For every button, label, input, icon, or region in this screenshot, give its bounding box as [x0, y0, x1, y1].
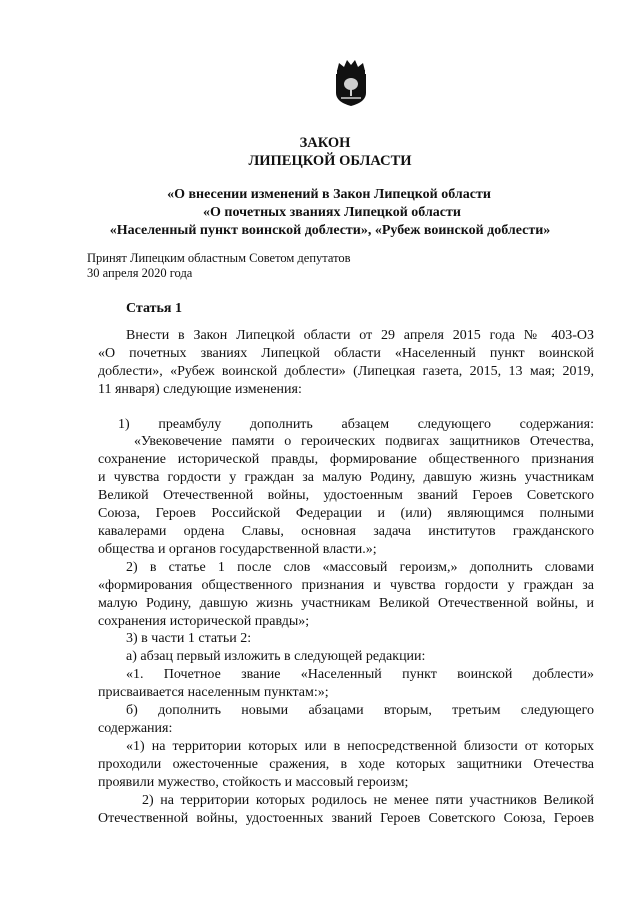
- body-line: сохранение исторической правды, формирование общественного признания: [98, 452, 594, 467]
- body-line: и чувства гордости у граждан за малую Родину, давшую жизнь участникам: [98, 470, 594, 485]
- body-line: кавалерами ордена Славы, основная задача институтов гражданского: [98, 524, 594, 539]
- region-title: ЛИПЕЦКОЙ ОБЛАСТИ: [248, 153, 412, 169]
- body-line: Внести в Закон Липецкой области от 29 апреля 2015 года № 403-ОЗ: [126, 328, 594, 343]
- adoption-body: Принят Липецким областным Советом депутатов: [87, 251, 351, 265]
- article-heading: Статья 1: [126, 301, 182, 316]
- body-line: малую Родину, давшую жизнь участникам Великой Отечественной войны, и: [98, 596, 594, 611]
- body-line: проявили мужество, стойкость и массовый героизм;: [98, 775, 409, 790]
- body-line: 2) на территории которых родилось не менее пяти участников Великой: [142, 793, 594, 808]
- body-line: «формирования общественного признания и чувства гордости у граждан за: [98, 578, 594, 593]
- body-line: а) абзац первый изложить в следующей редакции:: [126, 649, 426, 664]
- coat-of-arms-emblem: [327, 57, 375, 107]
- body-line: Отечественной войны, удостоенных званий Героев Советского Союза, Героев: [98, 811, 594, 826]
- body-line: 1) преамбулу дополнить абзацем следующего содержания:: [118, 417, 594, 432]
- body-line: «Увековечение памяти о героических подвигах защитников Отечества,: [134, 434, 594, 449]
- body-line: «1. Почетное звание «Населенный пункт воинской доблести»: [126, 667, 594, 682]
- adoption-date: 30 апреля 2020 года: [87, 266, 193, 280]
- body-line: «О почетных званиях Липецкой области «Населенный пункт воинской: [98, 346, 594, 361]
- body-line: содержания:: [98, 721, 173, 736]
- body-line: сохранения исторической правды»;: [98, 614, 310, 629]
- body-line: б) дополнить новыми абзацами вторым, третьим следующего: [126, 703, 594, 718]
- body-line: общества и органов государственной власти.»;: [98, 542, 377, 557]
- law-subtitle-line3: «Населенный пункт воинской доблести», «Рубеж воинской доблести»: [109, 223, 551, 238]
- law-subtitle-line2: «О почетных званиях Липецкой области: [203, 205, 461, 220]
- body-line: Союза, Героев Российской Федерации и (или) являющимся полными: [98, 506, 594, 521]
- body-line: проходили ожесточенные сражения, в ходе которых защитники Отечества: [98, 757, 594, 772]
- body-line: 11 января) следующие изменения:: [98, 382, 302, 397]
- body-line: 3) в части 1 статьи 2:: [126, 631, 252, 646]
- law-subtitle-line1: «О внесении изменений в Закон Липецкой области: [167, 187, 491, 202]
- body-line: присваивается населенным пунктам:»;: [98, 685, 329, 700]
- law-title: ЗАКОН: [299, 135, 351, 151]
- body-line: Великой Отечественной войны, удостоенным званий Героев Советского: [98, 488, 594, 503]
- body-line: 2) в статье 1 после слов «массовый героизм,» дополнить словами: [126, 560, 594, 575]
- body-line: доблести», «Рубеж воинской доблести» (Липецкая газета, 2015, 13 мая; 2019,: [98, 364, 594, 379]
- body-line: «1) на территории которых или в непосредственной близости от которых: [126, 739, 594, 754]
